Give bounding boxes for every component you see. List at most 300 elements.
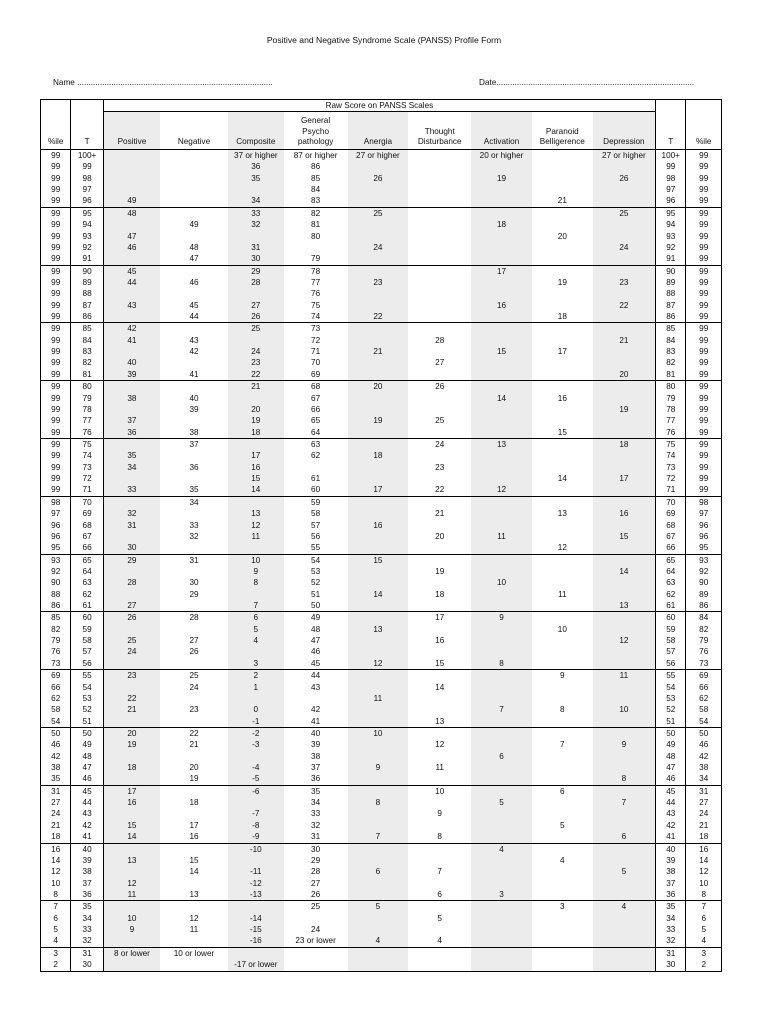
cell-paranoid-belligerence (532, 762, 593, 773)
cell-paranoid-belligerence (532, 531, 593, 542)
column-header-pctile-right: %ile (686, 112, 722, 150)
cell-depression (593, 693, 656, 704)
cell-anergia (348, 773, 409, 785)
cell-general-psychopathology: 28 (311, 867, 321, 877)
cell-anergia (348, 751, 409, 762)
cell-pctile-right: 86 (686, 600, 722, 612)
cell-depression: 4 (593, 901, 656, 913)
cell-positive: 23 (103, 670, 160, 682)
score-row (41, 785, 722, 797)
cell-positive: 22 (103, 693, 160, 704)
cell-depression: 26 (593, 173, 656, 184)
cell-paranoid-belligerence (532, 150, 593, 162)
cell-general-psychopathology: 80 (311, 231, 321, 241)
score-row (41, 762, 722, 773)
cell-activation (471, 589, 532, 600)
cell-depression: 10 (593, 704, 656, 715)
cell-t-right: 73 (656, 462, 686, 473)
cell-t-right: 84 (656, 335, 686, 346)
cell-paranoid-belligerence (532, 935, 593, 947)
cell-paranoid-belligerence (532, 357, 593, 368)
cell-pctile-left: 90 (41, 577, 71, 588)
cell-negative (160, 357, 228, 368)
cell-composite: -13 (228, 889, 284, 901)
cell-anergia (348, 670, 409, 682)
cell-positive: 47 (103, 231, 160, 242)
cell-positive (103, 866, 160, 877)
cell-activation (471, 959, 532, 971)
cell-pctile-left: 99 (41, 462, 71, 473)
score-row (41, 704, 722, 715)
cell-activation (471, 727, 532, 739)
cell-positive: 30 (103, 542, 160, 554)
cell-thought-disturbance: 22 (408, 484, 471, 496)
cell-anergia: 9 (348, 762, 409, 773)
cell-paranoid-belligerence: 19 (557, 277, 567, 287)
cell-pctile-left: 46 (41, 739, 71, 750)
cell-anergia (348, 219, 409, 230)
cell-general-psychopathology: 26 (284, 889, 348, 901)
cell-paranoid-belligerence: 6 (560, 786, 565, 796)
cell-pctile-right: 12 (686, 866, 722, 877)
cell-positive: 15 (103, 820, 160, 831)
cell-general-psychopathology: 82 (311, 208, 321, 218)
score-row (41, 415, 722, 426)
cell-composite: 12 (228, 520, 284, 531)
cell-t-right: 54 (656, 682, 686, 693)
cell-pctile-left: 21 (41, 820, 71, 831)
cell-general-psychopathology: 65 (311, 416, 321, 426)
cell-t-left: 61 (71, 600, 103, 612)
cell-negative: 43 (189, 335, 199, 345)
cell-paranoid-belligerence: 18 (532, 311, 593, 323)
cell-composite: -10 (228, 843, 284, 855)
cell-composite: 11 (228, 531, 284, 542)
cell-anergia (348, 508, 409, 519)
cell-thought-disturbance (408, 161, 471, 172)
cell-general-psychopathology: 47 (311, 636, 321, 646)
cell-t-right: 91 (656, 253, 686, 265)
cell-general-psychopathology: 59 (311, 497, 321, 507)
cell-t-left: 92 (71, 242, 103, 253)
cell-pctile-right: 76 (686, 646, 722, 657)
cell-composite: 37 or higher (228, 150, 284, 162)
cell-depression (593, 855, 656, 866)
cell-general-psychopathology: 54 (311, 555, 321, 565)
cell-thought-disturbance (408, 323, 471, 335)
score-row (41, 462, 722, 473)
cell-general-psychopathology: 37 (311, 763, 321, 773)
cell-depression (593, 219, 656, 230)
cell-pctile-right: 99 (686, 473, 722, 484)
cell-depression (593, 161, 656, 172)
cell-composite: 29 (228, 265, 284, 277)
cell-composite: 17 (228, 450, 284, 461)
score-row (41, 716, 722, 728)
cell-positive (103, 161, 160, 172)
cell-negative (160, 450, 228, 461)
cell-anergia: 18 (348, 450, 409, 461)
cell-positive (103, 150, 160, 162)
cell-positive (103, 404, 160, 415)
score-row (41, 288, 722, 299)
cell-positive: 45 (103, 265, 160, 277)
cell-pctile-right: 99 (686, 265, 722, 277)
cell-pctile-left: 12 (41, 866, 71, 877)
cell-negative: 22 (189, 728, 199, 738)
cell-t-left: 60 (71, 612, 103, 624)
cell-pctile-left: 99 (41, 161, 71, 172)
cell-pctile-right: 96 (686, 531, 722, 542)
cell-anergia (348, 855, 409, 866)
cell-t-right: 96 (656, 195, 686, 207)
score-row (41, 496, 722, 508)
score-row (41, 935, 722, 947)
cell-anergia (348, 889, 409, 901)
cell-pctile-left: 92 (41, 566, 71, 577)
cell-pctile-left: 99 (41, 195, 71, 207)
score-row (41, 184, 722, 195)
cell-activation (471, 716, 532, 728)
cell-general-psychopathology: 49 (311, 613, 321, 623)
cell-depression (593, 785, 656, 797)
cell-thought-disturbance (408, 288, 471, 299)
cell-pctile-right: 98 (686, 496, 722, 508)
cell-positive (103, 808, 160, 819)
cell-paranoid-belligerence (532, 658, 593, 670)
cell-depression (593, 762, 656, 773)
cell-positive: 43 (103, 300, 160, 311)
cell-negative: 13 (160, 889, 228, 901)
cell-negative (160, 542, 228, 554)
cell-thought-disturbance (408, 554, 471, 566)
cell-paranoid-belligerence: 14 (557, 474, 567, 484)
cell-negative: 41 (160, 369, 228, 381)
cell-composite: -17 or lower (228, 959, 284, 971)
cell-t-right: 41 (656, 831, 686, 843)
cell-pctile-left: 99 (41, 253, 71, 265)
cell-activation: 13 (471, 438, 532, 450)
cell-positive: 18 (103, 762, 160, 773)
cell-pctile-right: 99 (686, 393, 722, 404)
cell-depression (593, 843, 656, 855)
cell-positive: 49 (103, 195, 160, 207)
cell-depression (593, 682, 656, 693)
cell-composite (228, 496, 284, 508)
cell-negative (160, 473, 228, 484)
score-row (41, 797, 722, 808)
cell-negative: 14 (189, 867, 199, 877)
cell-positive (103, 624, 160, 635)
cell-pctile-left: 99 (41, 277, 71, 288)
cell-t-right: 80 (656, 381, 686, 393)
cell-positive: 36 (103, 427, 160, 439)
cell-t-right: 98 (656, 173, 686, 184)
cell-pctile-left: 99 (41, 484, 71, 496)
cell-pctile-left: 82 (41, 624, 71, 635)
cell-positive: 48 (103, 207, 160, 219)
cell-t-right: 78 (656, 404, 686, 415)
column-header-activation: Activation (471, 112, 532, 150)
cell-positive (103, 496, 160, 508)
cell-anergia: 8 (348, 797, 409, 808)
cell-t-right: 45 (656, 785, 686, 797)
cell-anergia (348, 438, 409, 450)
score-row (41, 450, 722, 461)
cell-positive: 42 (103, 323, 160, 335)
cell-activation: 3 (471, 889, 532, 901)
cell-activation (471, 682, 532, 693)
cell-composite: 16 (228, 462, 284, 473)
cell-pctile-left: 99 (41, 207, 71, 219)
cell-anergia (348, 231, 409, 242)
cell-activation (471, 785, 532, 797)
cell-thought-disturbance (408, 797, 471, 808)
cell-t-left: 49 (71, 739, 103, 750)
cell-depression (593, 393, 656, 404)
cell-t-left: 52 (71, 704, 103, 715)
cell-general-psychopathology: 57 (311, 520, 321, 530)
cell-pctile-left: 2 (41, 959, 71, 971)
cell-composite: 3 (228, 658, 284, 670)
cell-pctile-right: 99 (686, 438, 722, 450)
cell-t-right: 59 (656, 624, 686, 635)
cell-paranoid-belligerence (532, 727, 593, 739)
score-row (41, 866, 722, 877)
cell-positive: 41 (103, 335, 160, 346)
cell-t-left: 32 (71, 935, 103, 947)
cell-thought-disturbance (408, 959, 471, 971)
cell-t-right: 58 (656, 635, 686, 646)
cell-general-psychopathology: 53 (311, 566, 321, 576)
score-row (41, 323, 722, 335)
cell-thought-disturbance: 14 (435, 682, 445, 692)
cell-anergia (348, 959, 409, 971)
cell-negative (160, 323, 228, 335)
cell-composite: -1 (228, 716, 284, 728)
cell-depression (593, 415, 656, 426)
cell-t-right: 34 (656, 913, 686, 924)
cell-pctile-left: 97 (41, 508, 71, 519)
cell-paranoid-belligerence: 20 (557, 231, 567, 241)
score-row (41, 265, 722, 277)
column-header-depression: Depression (593, 112, 656, 150)
cell-positive (103, 438, 160, 450)
cell-activation (471, 473, 532, 484)
cell-paranoid-belligerence (532, 913, 593, 924)
cell-positive: 39 (103, 369, 160, 381)
cell-general-psychopathology: 35 (311, 786, 321, 796)
cell-pctile-right: 66 (686, 682, 722, 693)
cell-paranoid-belligerence (532, 462, 593, 473)
corner-blank-right-t (656, 100, 686, 112)
cell-general-psychopathology: 38 (311, 751, 321, 761)
cell-pctile-right: 31 (686, 785, 722, 797)
score-row (41, 589, 722, 600)
cell-depression: 22 (593, 300, 656, 311)
cell-thought-disturbance: 8 (408, 831, 471, 843)
cell-general-psychopathology: 66 (311, 404, 321, 414)
cell-t-left: 66 (71, 542, 103, 554)
score-row (41, 843, 722, 855)
score-row (41, 577, 722, 588)
cell-depression (593, 346, 656, 357)
cell-pctile-left: 99 (41, 219, 71, 230)
cell-composite (228, 901, 284, 913)
cell-paranoid-belligerence (532, 184, 593, 195)
cell-depression (593, 624, 656, 635)
cell-t-right: 83 (656, 346, 686, 357)
cell-negative (160, 415, 228, 426)
cell-pctile-right: 99 (686, 184, 722, 195)
cell-t-left: 58 (71, 635, 103, 646)
score-row (41, 820, 722, 831)
cell-t-right: 68 (656, 520, 686, 531)
cell-t-right: 30 (656, 959, 686, 971)
cell-composite: 8 (228, 577, 284, 588)
cell-composite (228, 231, 284, 242)
cell-t-left: 50 (71, 727, 103, 739)
cell-anergia (348, 646, 409, 657)
cell-positive: 14 (103, 831, 160, 843)
cell-depression (593, 612, 656, 624)
cell-pctile-right: 99 (686, 253, 722, 265)
cell-anergia (348, 913, 409, 924)
cell-negative (160, 693, 228, 704)
cell-depression (593, 889, 656, 901)
cell-pctile-left: 66 (41, 682, 71, 693)
cell-pctile-left: 3 (41, 947, 71, 959)
score-row (41, 173, 722, 184)
cell-thought-disturbance (408, 346, 471, 357)
cell-positive (103, 381, 160, 393)
cell-depression (593, 554, 656, 566)
cell-anergia: 14 (348, 589, 409, 600)
cell-activation (471, 253, 532, 265)
cell-t-right: 95 (656, 207, 686, 219)
cell-t-right: 70 (656, 496, 686, 508)
cell-thought-disturbance (408, 195, 471, 207)
cell-negative: 36 (189, 462, 199, 472)
cell-depression: 5 (593, 866, 656, 877)
cell-activation (471, 739, 532, 750)
cell-pctile-right: 84 (686, 612, 722, 624)
cell-paranoid-belligerence (532, 878, 593, 889)
cell-positive: 38 (103, 393, 160, 404)
cell-paranoid-belligerence: 4 (560, 855, 565, 865)
cell-t-left: 68 (71, 520, 103, 531)
cell-pctile-right: 99 (686, 173, 722, 184)
cell-pctile-left: 99 (41, 346, 71, 357)
cell-general-psychopathology: 68 (311, 382, 321, 392)
cell-activation (471, 947, 532, 959)
cell-activation (471, 508, 532, 519)
cell-pctile-right: 99 (686, 231, 722, 242)
cell-t-left: 71 (71, 484, 103, 496)
cell-composite (228, 693, 284, 704)
cell-composite: 0 (228, 704, 284, 715)
cell-positive: 17 (103, 785, 160, 797)
score-row (41, 600, 722, 612)
cell-t-right: 32 (656, 935, 686, 947)
cell-thought-disturbance (408, 496, 471, 508)
cell-paranoid-belligerence (532, 450, 593, 461)
cell-positive (103, 658, 160, 670)
cell-t-right: 50 (656, 727, 686, 739)
cell-positive: 21 (103, 704, 160, 715)
cell-depression (593, 716, 656, 728)
cell-t-right: 64 (656, 566, 686, 577)
cell-t-right: 81 (656, 369, 686, 381)
cell-thought-disturbance (408, 600, 471, 612)
cell-positive (103, 184, 160, 195)
cell-depression: 24 (593, 242, 656, 253)
cell-t-right: 93 (656, 231, 686, 242)
cell-thought-disturbance (408, 265, 471, 277)
cell-negative (160, 265, 228, 277)
cell-pctile-left: 98 (41, 496, 71, 508)
cell-negative: 17 (189, 820, 199, 830)
cell-t-right: 76 (656, 427, 686, 439)
cell-pctile-left: 8 (41, 889, 71, 901)
cell-activation (471, 311, 532, 323)
panss-profile-table (40, 99, 722, 972)
score-row (41, 438, 722, 450)
cell-paranoid-belligerence (532, 381, 593, 393)
cell-pctile-right: 99 (686, 161, 722, 172)
score-row (41, 404, 722, 415)
score-row (41, 231, 722, 242)
cell-pctile-right: 38 (686, 762, 722, 773)
cell-positive (103, 716, 160, 728)
cell-paranoid-belligerence (532, 797, 593, 808)
cell-t-left: 77 (71, 415, 103, 426)
cell-pctile-left: 38 (41, 762, 71, 773)
cell-negative (160, 901, 228, 913)
cell-positive: 27 (103, 600, 160, 612)
cell-depression (593, 323, 656, 335)
cell-thought-disturbance: 21 (435, 509, 445, 519)
score-row (41, 554, 722, 566)
cell-t-left: 94 (71, 219, 103, 230)
cell-anergia (348, 369, 409, 381)
cell-t-left: 38 (71, 866, 103, 877)
cell-composite: 2 (228, 670, 284, 682)
cell-t-left: 80 (71, 381, 103, 393)
cell-activation (471, 831, 532, 843)
cell-negative: 12 (189, 913, 199, 923)
cell-pctile-left: 86 (41, 600, 71, 612)
cell-paranoid-belligerence (532, 959, 593, 971)
cell-composite: 27 (228, 300, 284, 311)
cell-pctile-left: 62 (41, 693, 71, 704)
cell-negative: 48 (189, 242, 199, 252)
cell-pctile-right: 79 (686, 635, 722, 646)
cell-composite (228, 947, 284, 959)
cell-general-psychopathology: 61 (311, 474, 321, 484)
cell-general-psychopathology: 75 (311, 300, 321, 310)
cell-paranoid-belligerence (532, 253, 593, 265)
cell-paranoid-belligerence: 12 (532, 542, 593, 554)
cell-negative (160, 161, 228, 172)
cell-anergia (348, 496, 409, 508)
cell-negative: 29 (189, 589, 199, 599)
cell-activation: 5 (471, 797, 532, 808)
cell-t-right: 39 (656, 855, 686, 866)
cell-composite: -9 (228, 831, 284, 843)
cell-composite: 25 (228, 323, 284, 335)
cell-pctile-right: 10 (686, 878, 722, 889)
